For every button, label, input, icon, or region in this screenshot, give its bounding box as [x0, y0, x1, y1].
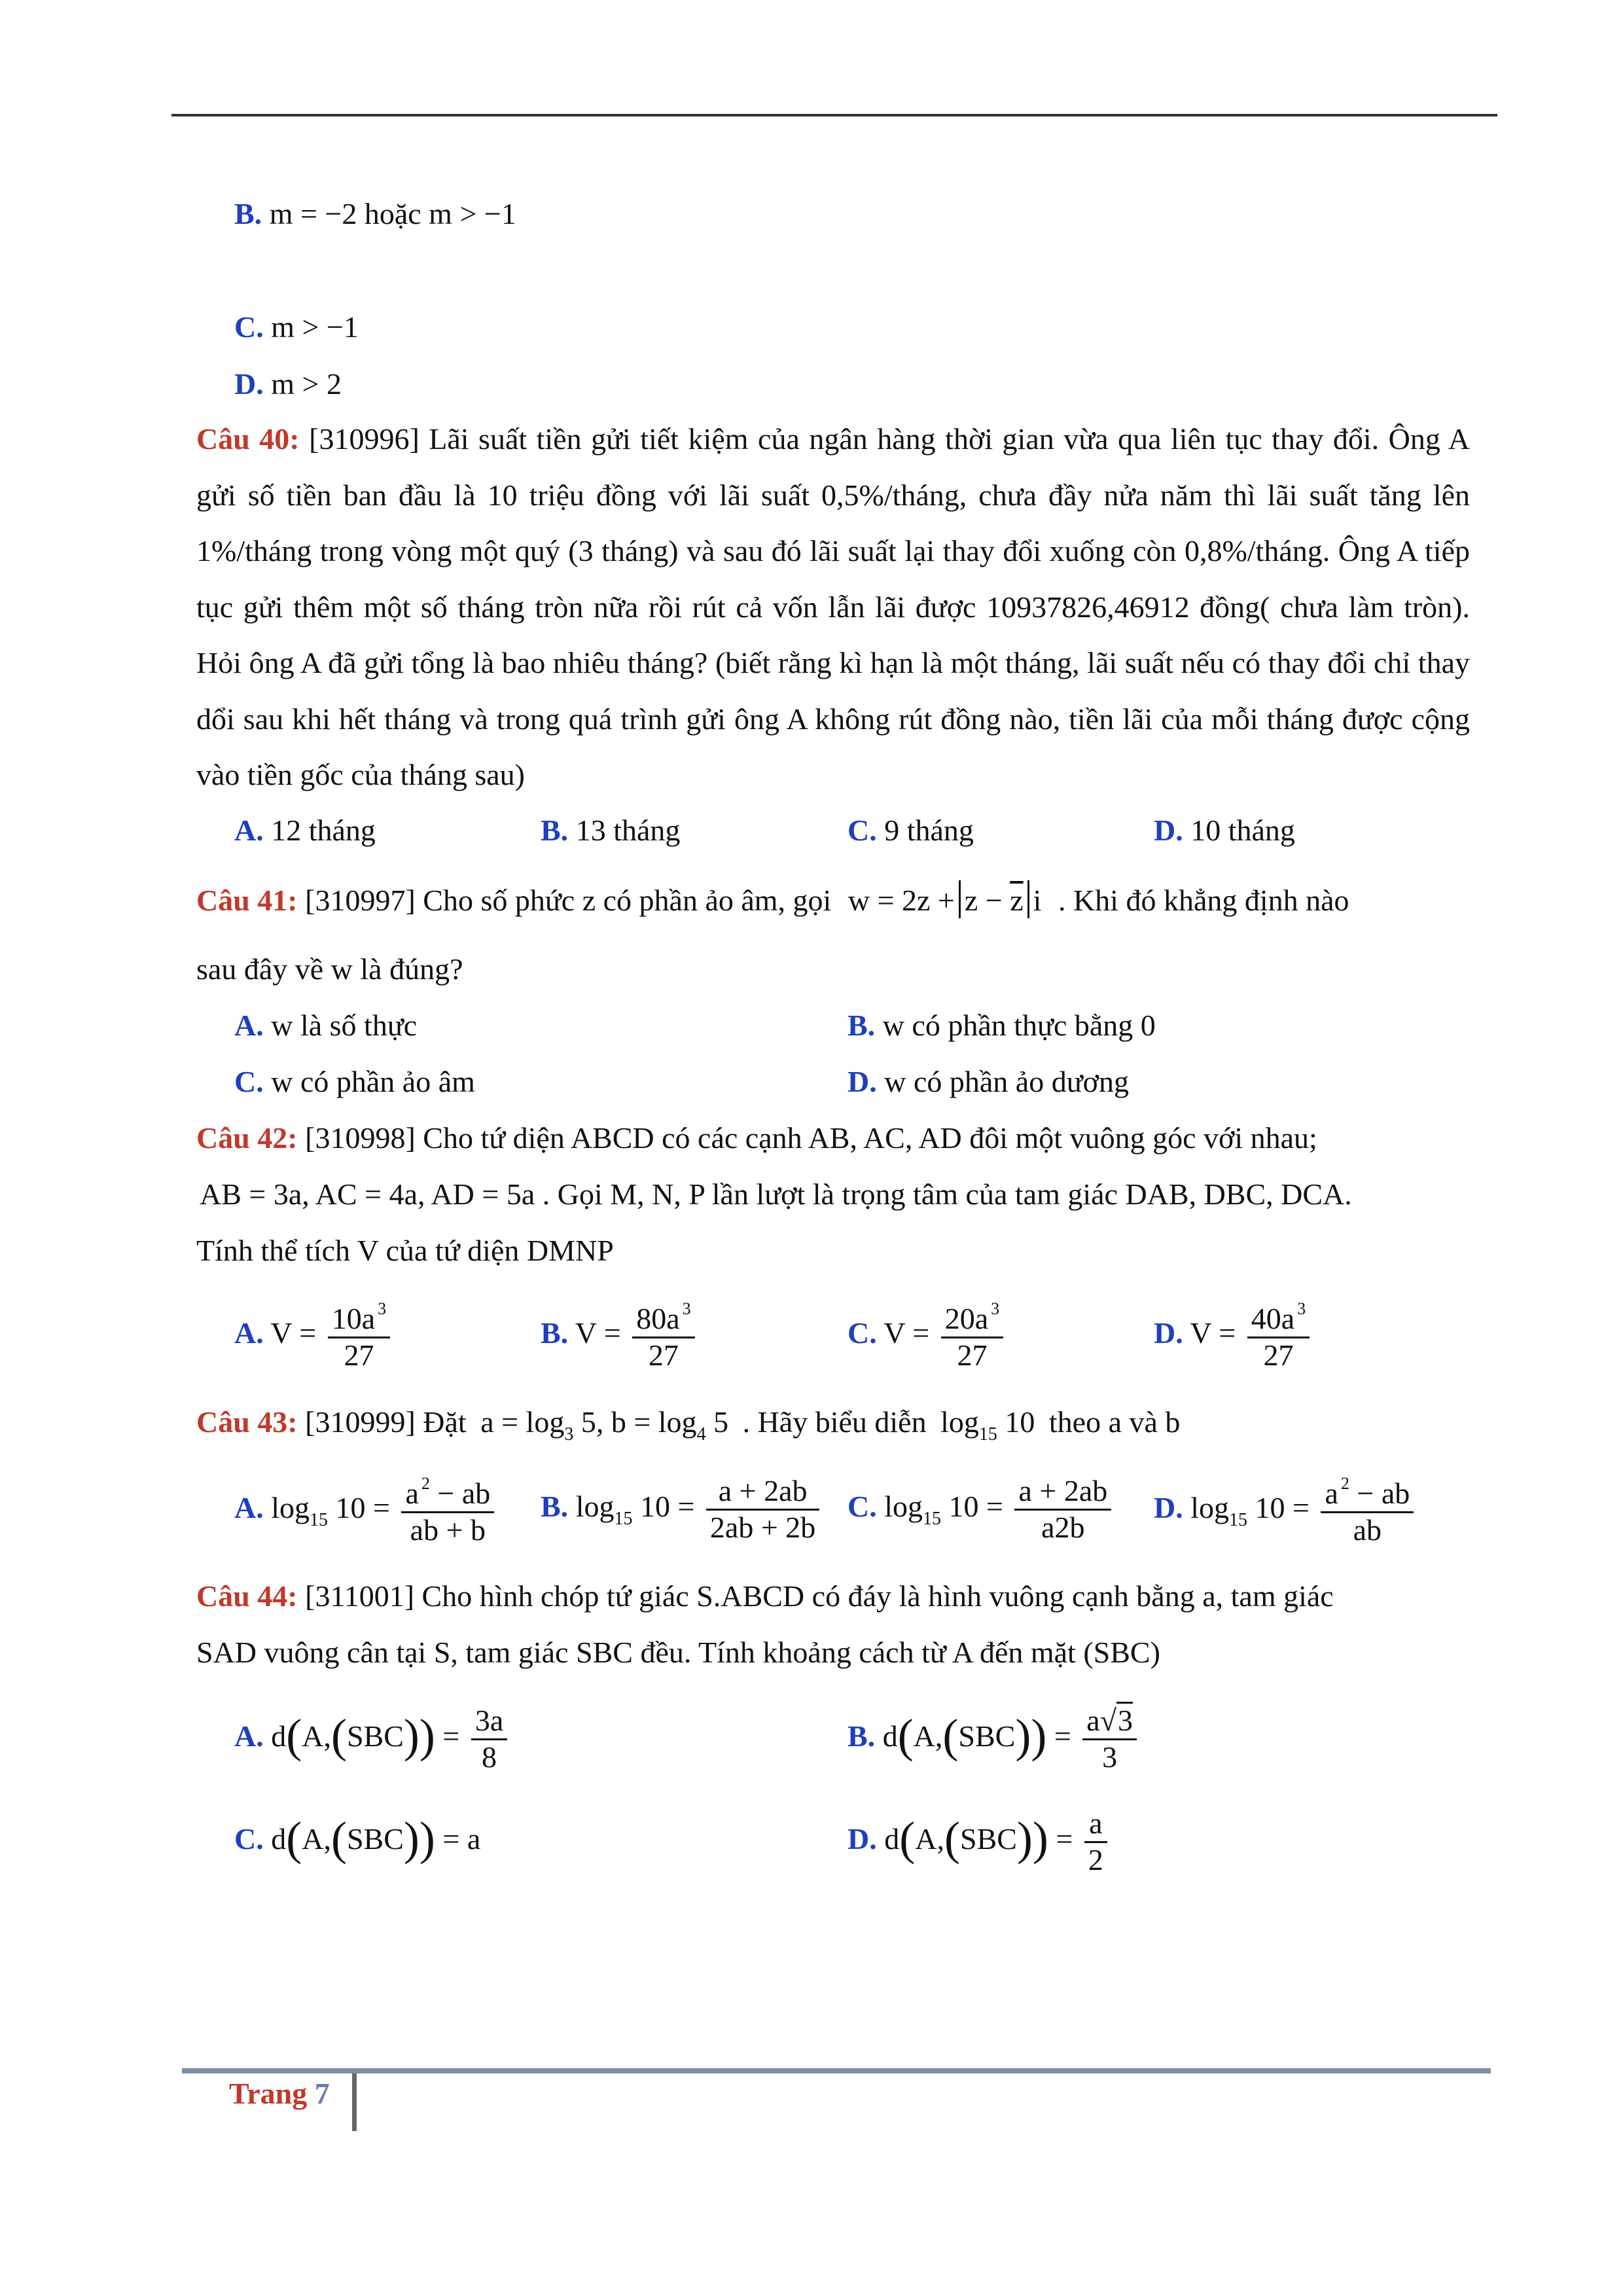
q41-option-b: B. w có phần thực bằng 0	[847, 1009, 1156, 1042]
q39-option-b: B. m = −2 hoặc m > −1	[234, 197, 516, 230]
q44-option-c: C. d(A,(SBC)) = a	[234, 1812, 481, 1865]
footer-rule	[182, 2068, 1491, 2073]
q41-option-a: A. w là số thực	[234, 1009, 418, 1042]
footer-separator	[352, 2073, 357, 2131]
q44-option-a: A. d(A,(SBC)) = $\frac{3a}{8}$	[234, 1704, 511, 1775]
q44-stem-line2: SAD vuông cân tại S, tam giác SBC đều. Tính khoảng cách từ A đến mặt (SBC)	[196, 1636, 1160, 1669]
q41-option-c: C. w có phần ảo âm	[234, 1065, 475, 1098]
q41-stem-line1: Câu 41: [310997] Cho số phức z có phần ảo âm, gọi $w = 2z + z - \overline{z}$ i . Khi đó khẳng định nào	[196, 880, 1349, 918]
q43-option-a: A. $\log_{15} 10$ = $\frac{a ^2 - ab}{ab + b}$	[234, 1474, 498, 1548]
q41-option-d: D. w có phần ảo dương	[847, 1065, 1129, 1098]
q41-stem-line2: sau đây về w là đúng?	[196, 952, 463, 986]
q42-formula: AB = 3a, AC = 4a, AD = 5a	[200, 1177, 535, 1211]
header-rule	[171, 114, 1497, 117]
q44-option-b: B. d(A,(SBC)) = $\frac{a√3}{3}$	[847, 1704, 1141, 1775]
q40-stem: Câu 40: [310996] Lãi suất tiền gửi tiết kiệm của ngân hàng thời gian vừa qua liên tục thay đổi. Ông A gửi số tiền ban đầu là 10 triệu đồng với lãi suất 0,5%/tháng, chưa đầy nửa năm thì lãi suất tăng lên 1%/tháng trong vòng một quý (3 tháng) và sau đó lãi suất lại thay đổi xuống còn 0,8%/tháng. Ông A tiếp tục gửi thêm một số tháng tròn nữa rồi rút cả vốn lẫn lãi được 10937826,46912 đồng( chưa làm tròn). Hỏi ông A đã gửi tổng là bao nhiêu tháng? (biết rằng kì hạn là một tháng, lãi suất nếu có thay đổi chỉ thay dổi sau khi hết tháng và trong quá trình gửi ông A không rút đồng nào, tiền lãi của mỗi tháng được cộng vào tiền gốc của tháng sau)	[196, 422, 1471, 791]
page-number: Trang 7	[229, 2077, 330, 2110]
q44-option-d: D. d(A,(SBC)) = $\frac{a}{2}$	[847, 1806, 1111, 1878]
q42-option-a: A. V = $\frac{10a ^3}{27}$	[234, 1299, 394, 1373]
q43-option-d: D. $\log_{15} 10$ = $\frac{a ^2 - ab}{ab}$	[1154, 1474, 1418, 1548]
q40-option-d: D. 10 tháng	[1154, 814, 1295, 847]
q40-option-c: C. 9 tháng	[847, 814, 974, 847]
q40-option-a: A. 12 tháng	[234, 814, 376, 847]
q43-option-c: C. $\log_{15} 10$ = $\frac{a + 2ab}{a2b}$	[847, 1474, 1115, 1545]
q42-option-b: B. V = $\frac{80a ^3}{27}$	[541, 1299, 699, 1373]
q44-stem-line1: Câu 44: [311001] Cho hình chóp tứ giác S.ABCD có đáy là hình vuông cạnh bằng a, tam giác	[196, 1579, 1334, 1613]
q43-definition: $a = \log_3 5$, $b = \log_4 5$	[480, 1405, 729, 1444]
q43-stem: Câu 43: [310999] Đặt $a = \log_3 5$, $b = \log_4 5$ . Hãy biểu diễn $\log_{15} 10$ theo a và b	[196, 1405, 1181, 1444]
q42-stem-line2: AB = 3a, AC = 4a, AD = 5a . Gọi M, N, P lần lượt là trọng tâm của tam giác DAB, DBC, DCA.	[200, 1177, 1352, 1211]
q40-option-b: B. 13 tháng	[541, 814, 681, 847]
q42-stem-line3: Tính thể tích V của tứ diện DMNP	[196, 1234, 614, 1267]
q42-option-d: D. V = $\frac{40a ^3}{27}$	[1154, 1299, 1313, 1373]
q39-option-d: D. m > 2	[234, 367, 342, 401]
q42-stem-line1: Câu 42: [310998] Cho tứ diện ABCD có các cạnh AB, AC, AD đôi một vuông góc với nhau;	[196, 1121, 1317, 1155]
q41-formula: $w = 2z + z - \overline{z}$ i	[848, 884, 1042, 917]
q39-option-c: C. m > −1	[234, 310, 359, 344]
q43-option-b: B. $\log_{15} 10$ = $\frac{a + 2ab}{2ab + 2b}$	[541, 1474, 823, 1545]
q42-option-c: C. V = $\frac{20a ^3}{27}$	[847, 1299, 1007, 1373]
